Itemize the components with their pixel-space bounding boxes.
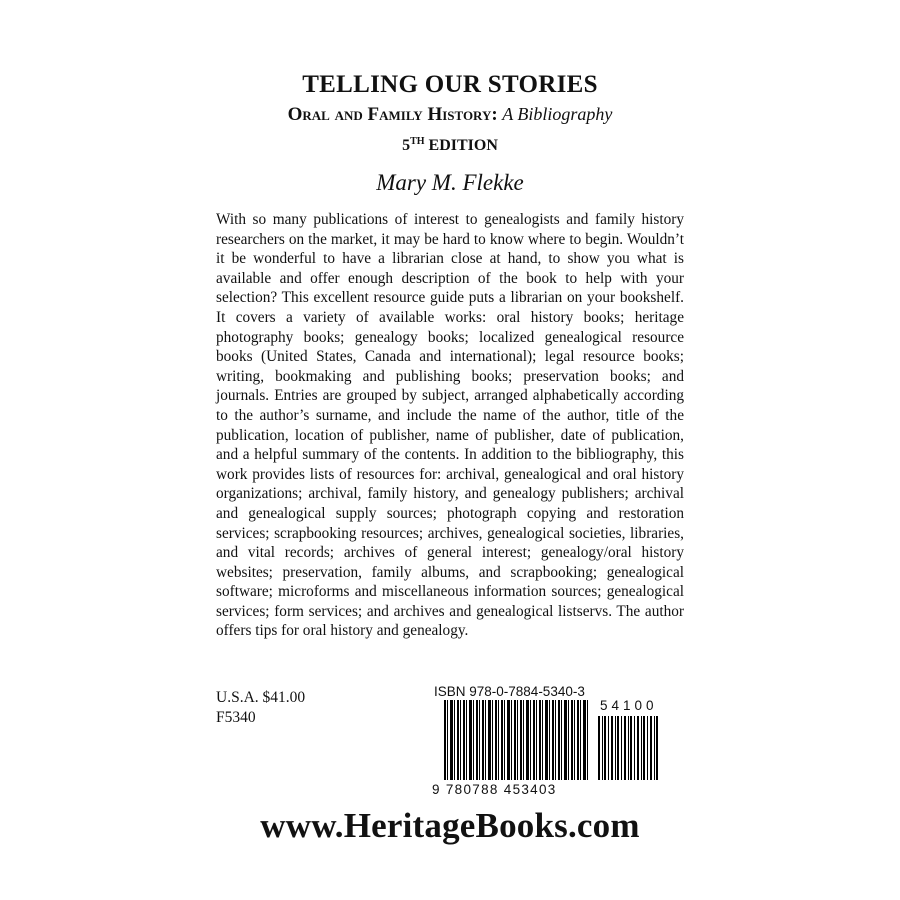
subtitle-main: Oral and Family History: xyxy=(287,104,498,125)
barcode-main-digits: 9 780788 453403 xyxy=(432,782,557,797)
price: U.S.A. $41.00 xyxy=(216,689,306,706)
book-subtitle xyxy=(0,102,900,127)
publisher-website: www.HeritageBooks.com xyxy=(260,806,640,845)
barcode-addon-digits: 54100 xyxy=(600,698,658,713)
edition-suffix: TH xyxy=(410,136,425,147)
barcode-main-bars xyxy=(444,700,588,780)
edition-label xyxy=(0,130,900,158)
barcode-addon-bars xyxy=(598,716,660,780)
book-title: TELLING OUR STORIES xyxy=(302,71,598,98)
author-name: Mary M. Flekke xyxy=(376,170,524,195)
price-block xyxy=(216,688,305,728)
barcode-block xyxy=(430,684,670,802)
edition-word: EDITION xyxy=(428,137,498,154)
edition-number: 5 xyxy=(402,137,411,154)
book-description: With so many publications of interest to genealogists and family history researchers on the market, it may be hard to know where to begin. Wouldn’t it be wonderful to have a librarian close at hand, to show you what is available and offer enough description of the book to help with your selection? This excellent resource guide puts a librarian on your bookshelf. It covers a variety of available works: oral history books; heritage photography books; genealogy books; localized genealogical resource books (United States, Canada and international); legal resource books; writing, bookmaking and publishing books; preservation books; and journals. Entries are grouped by subject, arranged alphabetically according to the author’s surname, and include the name of the author, title of the publication, location of publisher, name of publisher, date of publication, and a helpful summary of the contents. In addition to the bibliography, this work provides lists of resources for: archival, genealogical and oral history organizations; archival, family history, and genealogy publishers; archival and genealogical supply sources; photograph copying and restoration services; scrapbooking resources; archives, genealogical societies, libraries, and vital records; archives of general interest; genealogy/oral history websites; preservation, family albums, and scrapbooking; genealogical software; microforms and miscellaneous information sources; genealogical services; form services; and archives and genealogical listservs. The author offers tips for oral history and genealogy. xyxy=(216,211,684,640)
subtitle-italic: A Bibliography xyxy=(502,104,613,124)
product-code: F5340 xyxy=(216,709,256,726)
isbn-label: ISBN 978-0-7884-5340-3 xyxy=(434,684,585,699)
